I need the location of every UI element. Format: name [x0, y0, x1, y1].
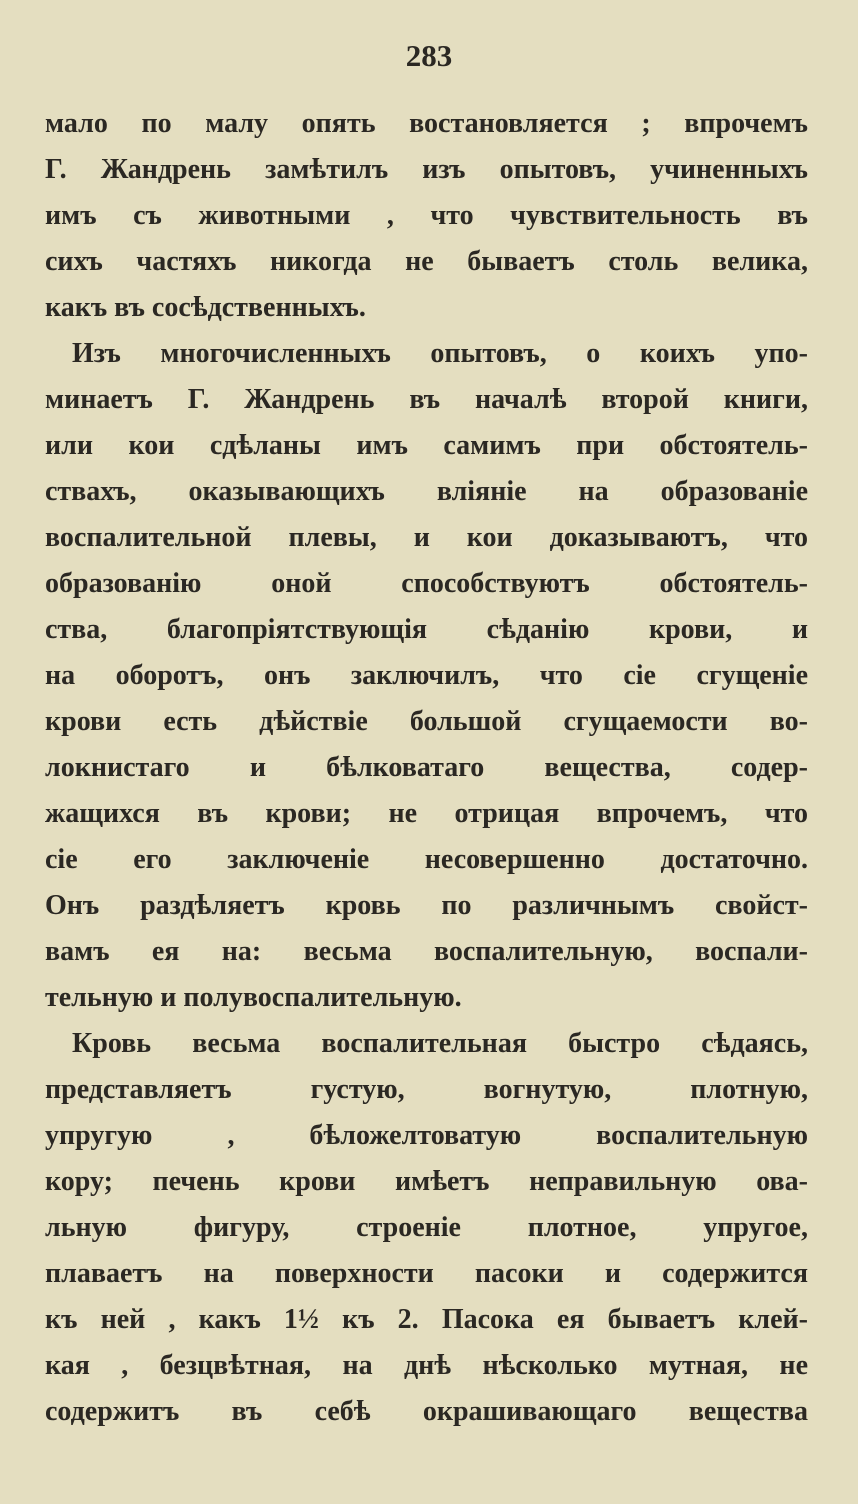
text-line: Г. Жандрень замѣтилъ изъ опытовъ, учиненныхъ	[45, 154, 808, 185]
page-number: 283	[405, 38, 453, 73]
text-line: какъ въ сосѣдственныхъ.	[45, 292, 366, 323]
text-line: плаваетъ на поверхности пасоки и содержится	[45, 1258, 808, 1289]
text-line: Кровь весьма воспалительная быстро сѣдаясь,	[72, 1028, 808, 1059]
text-line: ства, благопріятствующія сѣданію крови, и	[45, 614, 808, 645]
text-line: минаетъ Г. Жандрень въ началѣ второй книги,	[45, 384, 808, 415]
text-line: кая , безцвѣтная, на днѣ нѣсколько мутная, не	[45, 1350, 808, 1381]
text-line: представляетъ густую, вогнутую, плотную,	[45, 1074, 808, 1105]
text-line: Изъ многочисленныхъ опытовъ, о коихъ упо-	[72, 338, 808, 369]
text-line: сіе его заключеніе несовершенно достаточно.	[45, 844, 808, 875]
text-line: кору; печень крови имѣетъ неправильную ова-	[45, 1166, 808, 1197]
text-line: мало по малу опять востановляется ; впрочемъ	[45, 108, 808, 139]
text-line: имъ съ животными , что чувствительность въ	[45, 200, 808, 231]
text-line: крови есть дѣйствіе большой сгущаемости во-	[45, 706, 808, 737]
text-line: льную фигуру, строеніе плотное, упругое,	[45, 1212, 808, 1243]
text-line: содержитъ въ себѣ окрашивающаго вещества	[45, 1396, 808, 1427]
text-line: вамъ ея на: весьма воспалительную, воспали-	[45, 936, 808, 967]
text-line: на оборотъ, онъ заключилъ, что сіе сгущеніе	[45, 660, 808, 691]
text-line: или кои сдѣланы имъ самимъ при обстоятель-	[45, 430, 808, 461]
text-line: образованію оной способствуютъ обстоятель-	[45, 568, 808, 599]
text-line: ствахъ, оказывающихъ вліяніе на образованіе	[45, 476, 808, 507]
text-line: локнистаго и бѣлковатаго вещества, содер-	[45, 752, 808, 783]
text-line: жащихся въ крови; не отрицая впрочемъ, что	[45, 798, 808, 829]
text-line: сихъ частяхъ никогда не бываетъ столь велика,	[45, 246, 808, 277]
text-line: тельную и полувоспалительную.	[45, 982, 462, 1013]
text-line: упругую , бѣложелтоватую воспалительную	[45, 1120, 808, 1151]
text-line: къ ней , какъ 1½ къ 2. Пасока ея бываетъ клей-	[45, 1304, 808, 1335]
text-line: Онъ раздѣляетъ кровь по различнымъ свойст-	[45, 890, 808, 921]
text-line: воспалительной плевы, и кои доказываютъ, что	[45, 522, 808, 553]
